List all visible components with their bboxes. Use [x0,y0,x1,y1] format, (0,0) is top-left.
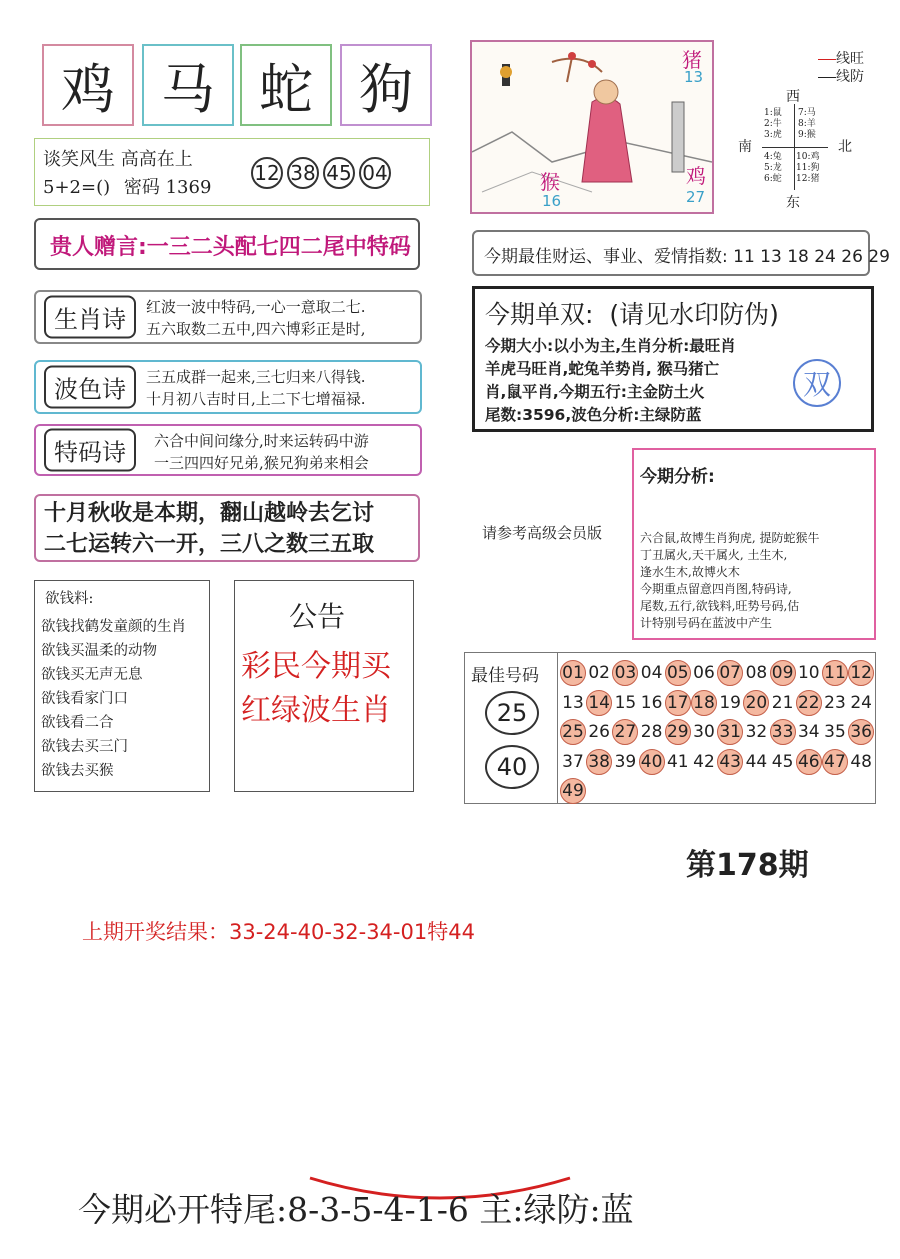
tagline-ball: 04 [359,157,391,189]
zodiac-poem-line: 五六取数二五中,四六博彩正是时, [146,320,366,338]
list-item: 欲钱买无声无息 [41,667,143,683]
fortune-index-text: 今期最佳财运、事业、爱情指数: 11 13 18 24 26 29 [484,247,890,267]
legend [818,50,864,86]
special-poem-line: 六合中间问缘分,时来运转码中游 [154,432,369,450]
compass-north: 北 [838,139,852,155]
number-cell: 19 [719,692,741,713]
number-cell: 15 [614,692,637,713]
compass-cell-se: 10:鸡 11:狗 12:猪 [796,152,820,184]
list-item: 欲钱找鹤发童颜的生肖 [41,619,186,635]
zodiac-title-1: 马 [142,44,234,126]
list-item: 欲钱去买猴 [41,763,114,779]
monkey-label: 猴 [540,170,560,194]
verse-box [34,494,420,562]
zodiac-title-3: 狗 [340,44,432,126]
number-cell: 27 [612,719,638,745]
zodiac-poem-text [146,296,366,340]
best-number-ball: 40 [485,745,539,789]
number-cell: 11 [822,660,848,686]
zodiac-title-2: 蛇 [240,44,332,126]
number-cell: 20 [743,690,769,716]
best-number-ball: 25 [485,691,539,735]
riddle-text: 5+2=() [43,177,111,198]
number-cell: 22 [796,690,822,716]
verse-line: 二七运转六一开，三八之数三五取 [44,532,375,557]
tagline-box [34,138,430,206]
number-cell: 09 [770,660,796,686]
zodiac-poem-box [34,290,422,344]
notice-line: 红绿波生肖 [241,693,391,728]
best-numbers-label: 最佳号码 [471,666,539,686]
number-cell: 10 [797,663,820,683]
money-material-title: 欲钱料: [45,591,94,607]
number-cell: 42 [693,751,715,772]
number-cell: 48 [850,751,872,772]
list-item: 欲钱买温柔的动物 [41,643,157,659]
compass-cell-ne: 7:马 8:羊 9:猴 [798,108,816,140]
list-item: 欲钱看家门口 [41,691,128,707]
odd-even-line: 今期大小:以小为主,生肖分析:最旺肖 [485,337,736,355]
number-cell: 41 [666,751,689,772]
special-poem-box [34,424,422,476]
odd-even-line: 羊虎马旺肖,蛇兔羊势肖, 猴马猪亡 [485,360,720,378]
number-cell: 36 [848,719,874,745]
number-cell: 34 [797,722,820,742]
last-result: 上期开奖结果：33-24-40-32-34-01特44 [82,920,475,944]
fortune-index-box [472,230,890,276]
number-cell: 05 [665,660,691,686]
odd-even-line: 尾数:3596,波色分析:主绿防蓝 [485,406,702,424]
footer-text: 今期必开特尾:8-3-5-4-1-6 主:绿防:蓝 [78,1190,634,1229]
number-cell: 29 [665,719,691,745]
number-cell: 04 [640,663,663,683]
rooster-label: 鸡 [686,164,706,188]
special-poem-text [154,430,369,474]
number-cell: 12 [848,660,874,686]
number-cell: 33 [770,719,796,745]
tagline-line1: 谈笑风生 高高在上 [43,149,193,170]
list-item: 欲钱看二合 [41,715,114,731]
special-poem-line: 一三四四好兄弟,猴兄狗弟来相会 [154,454,369,472]
notice-box [234,580,414,792]
notice-line: 彩民今期买 [241,649,391,684]
analysis-line: 尾数,五行,欲钱料,旺势号码,估 [640,599,800,613]
number-cell: 47 [822,749,848,775]
noble-gift-text: 贵人赠言:一三二头配七四二尾中特码 [50,235,411,260]
wave-poem-line: 三五成群一起来,三七归来八得钱. [146,368,366,386]
number-cell: 25 [560,719,586,745]
compass-cell-nw: 1:鼠 2:牛 3:虎 [764,108,782,140]
number-cell: 02 [588,663,610,683]
odd-even-stamp: 双 [793,359,841,407]
tagline-ball: 38 [287,157,319,189]
number-cell: 24 [850,692,872,713]
zodiac-poem-line: 红波一波中特码,一心一意取二七. [146,298,366,316]
monkey-number: 16 [542,192,562,210]
number-cell: 16 [640,692,663,713]
compass [734,84,864,214]
number-cell: 06 [693,663,715,683]
special-poem-label: 特码诗 [44,429,136,472]
number-cell: 23 [824,692,846,713]
tagline-ball: 45 [323,157,355,189]
number-cell: 07 [717,660,743,686]
tagline-line2 [43,173,211,199]
analysis-body [640,530,819,632]
tagline-ball: 12 [251,157,283,189]
number-cell: 32 [745,722,768,742]
wave-poem-text [146,366,366,410]
analysis-line: 计特别号码在蓝波中产生 [640,616,773,630]
number-cell: 40 [639,749,665,775]
wave-poem-line: 十月初八吉时日,上二下七增福禄. [146,390,366,408]
money-material-list [41,615,186,783]
money-material-box [34,580,210,792]
number-cell: 39 [614,751,637,772]
compass-south: 南 [738,139,752,155]
zodiac-picture [470,40,714,214]
number-cell: 08 [745,663,768,683]
number-cell: 45 [771,751,794,772]
number-cell: 26 [588,722,610,742]
notice-title: 公告 [289,600,346,633]
number-cell: 46 [796,749,822,775]
notice-body [241,645,391,733]
analysis-line: 丁丑属火,天干属火, 土生木, [640,548,788,562]
legend-line-2: 线防 [818,68,864,86]
number-cell: 18 [691,690,717,716]
wave-poem-box [34,360,422,414]
password-label: 密码 [123,177,160,198]
odd-even-body [485,335,736,427]
number-cell: 31 [717,719,743,745]
number-cell: 44 [745,751,768,772]
scenery-illustration [472,42,712,212]
rooster-number: 27 [686,188,706,206]
number-cell: 14 [586,690,612,716]
odd-even-line: 肖,鼠平肖,今期五行:主金防土火 [485,383,705,401]
number-cell: 30 [693,722,715,742]
zodiac-title-0: 鸡 [42,44,134,126]
number-cell: 17 [665,690,691,716]
analysis-line: 今期重点留意四肖图,特码诗, [640,582,792,596]
vip-note: 请参考高级会员版 [482,524,603,542]
verse-text [44,498,374,560]
wave-poem-label: 波色诗 [44,366,136,409]
password-value: 1369 [165,177,212,198]
number-cell: 49 [560,778,586,804]
number-cell: 13 [562,692,584,713]
number-cell: 21 [771,692,794,713]
analysis-line: 六合鼠,故博生肖狗虎, 提防蛇猴牛 [640,531,820,545]
number-cell: 03 [612,660,638,686]
number-cell: 35 [824,722,846,742]
noble-gift-box [34,218,420,270]
compass-west: 西 [786,89,800,105]
odd-even-box [472,286,874,432]
analysis-line: 逢水生木,故博火木 [640,565,740,579]
number-cell: 43 [717,749,743,775]
zodiac-poem-label: 生肖诗 [44,296,136,339]
pig-number: 13 [684,68,704,86]
list-item: 欲钱去买三门 [41,739,128,755]
analysis-title: 今期分析: [640,467,715,487]
number-cell: 28 [640,722,663,742]
pig-label: 猪 [682,48,702,72]
verse-line: 十月秋收是本期，翻山越岭去乞讨 [44,501,375,526]
legend-line-1: 线旺 [818,50,864,68]
number-cell: 38 [586,749,612,775]
tagline-balls [251,157,395,189]
number-cell: 01 [560,660,586,686]
issue-number: 第178期 [686,848,809,883]
compass-east: 东 [786,195,800,211]
compass-cell-sw: 4:兔 5:龙 6:蛇 [764,152,782,184]
odd-even-title: 今期单双: (请见水印防伪) [485,300,779,329]
analysis-box [632,448,876,640]
number-cell: 37 [562,751,584,772]
